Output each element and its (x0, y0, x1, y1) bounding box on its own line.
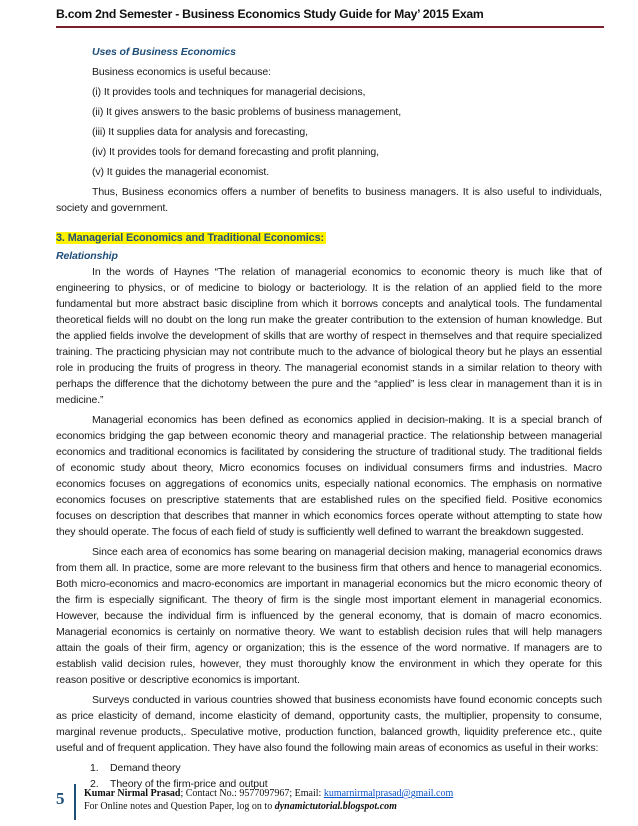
uses-item: (i) It provides tools and techniques for managerial decisions, (92, 86, 366, 98)
list-item (90, 760, 602, 776)
paragraph: In the words of Haynes “The relation of managerial economics to economic theory is much like that of engineering to physics, or of medicine to biology or bacteriology. It is the relation of an applied field to the more fundamental but more abstract basic discipline from which it borrows concepts and analytical tools. The fundamental theoretical fields will no doubt on the long run make the greater contribution to the extension of human knowledge. But the applied fields involve the development of skills that are worthy of respect in themselves and that require specialized training. The practicing physician may not contribute much to the advance of biological theory but he plays an essential role in producing the fruits of progress in theory. The managerial economist stands in a similar relation to theory with perhaps the difference that the dichotomy between the pure and the “applied” is less clear in management than it is in medicine.” (56, 266, 602, 406)
paragraph: Managerial economics has been defined as economics applied in decision-making. It is a special branch of economics bridging the gap between economic theory and managerial practice. The relationship between managerial economics and traditional economics is facilitated by considering the structure of traditional study. The traditional fields of economic study about theory, Micro economics focuses on individual consumers firms and industries. Macro economics focuses on aggregations of economics units, especially national economics. The emphasis on normative economics focuses on prescriptive statements that are established rules on the specified field. Positive economics focuses on description that describes that manner in which economics forces operate without attempting to state how they should operate. The focus of each field of study is sufficiently well defined to warrant the breakdown suggested. (56, 414, 602, 538)
uses-item: (iii) It supplies data for analysis and forecasting, (92, 126, 308, 138)
email-link[interactable]: kumarnirmalprasad@gmail.com (323, 788, 454, 799)
uses-intro: Business economics is useful because: (92, 66, 271, 78)
section-title: 3. Managerial Economics and Traditional Economics: (56, 232, 324, 244)
page-header (56, 2, 604, 28)
footer-contact-line (84, 787, 584, 800)
paragraph: Since each area of economics has some bearing on managerial decision making, managerial economics draws from them all. In practice, some are more relevant to the business firm that others and hence to managerial economics. Both micro-economics and macro-economics are important in managerial economics but the micro economic theory of the firm is especially significant. The theory of firm is the single most important element in managerial economics. However, because the individual firm is influenced by the general economy, that is domain of macro economics. Managerial economics is certainly on normative theory. We want to establish decision rules that will help managers attain the goals of their firm, agency or organization; this is the essence of the word normative. If managers are to establish valid decision rules, however, they must thoroughly know the environment in which they operate for this reason positive or descriptive economics is important. (56, 546, 602, 686)
uses-conclusion: Thus, Business economics offers a number of benefits to business managers. It is also useful to individuals, society and government. (56, 186, 602, 214)
page-number: 5 (56, 784, 76, 820)
list-item-number: 1. (90, 762, 99, 774)
section-title-wrap (56, 230, 602, 246)
list-item-text: Theory of the firm-price and output (110, 778, 268, 790)
uses-item: (ii) It gives answers to the basic problems of business management, (92, 106, 402, 118)
uses-item: (v) It guides the managerial economist. (92, 166, 270, 178)
author-name: Kumar Nirmal Prasad (84, 788, 181, 799)
paragraph: Surveys conducted in various countries showed that business economists have found economic concepts such as price elasticity of demand, income elasticity of demand, opportunity casts, the multiplier, propensity to consume, marginal revenue products,. Speculative motive, production function, balanced growth, liquidity preference etc., quite useful and of frequent application. They have also found the following main areas of economics as useful in their works: (56, 694, 602, 754)
contact-info: ; Contact No.: 9577097967; Email: (180, 788, 324, 799)
page-footer (56, 784, 604, 824)
footer-text (84, 787, 584, 813)
footer-notes-line (84, 800, 584, 813)
uses-heading: Uses of Business Economics (92, 46, 236, 58)
header-title: B.com 2nd Semester - Business Economics Study Guide for May’ 2015 Exam (56, 7, 484, 21)
document-body (56, 44, 602, 792)
list-item-number: 2. (90, 778, 99, 790)
blog-link[interactable]: dynamictutorial.blogspot.com (274, 801, 397, 812)
section-subheading: Relationship (56, 250, 118, 262)
notes-label: For Online notes and Question Paper, log on to (84, 801, 275, 812)
uses-item: (iv) It provides tools for demand forecasting and profit planning, (92, 146, 379, 158)
list-item-text: Demand theory (110, 762, 181, 774)
